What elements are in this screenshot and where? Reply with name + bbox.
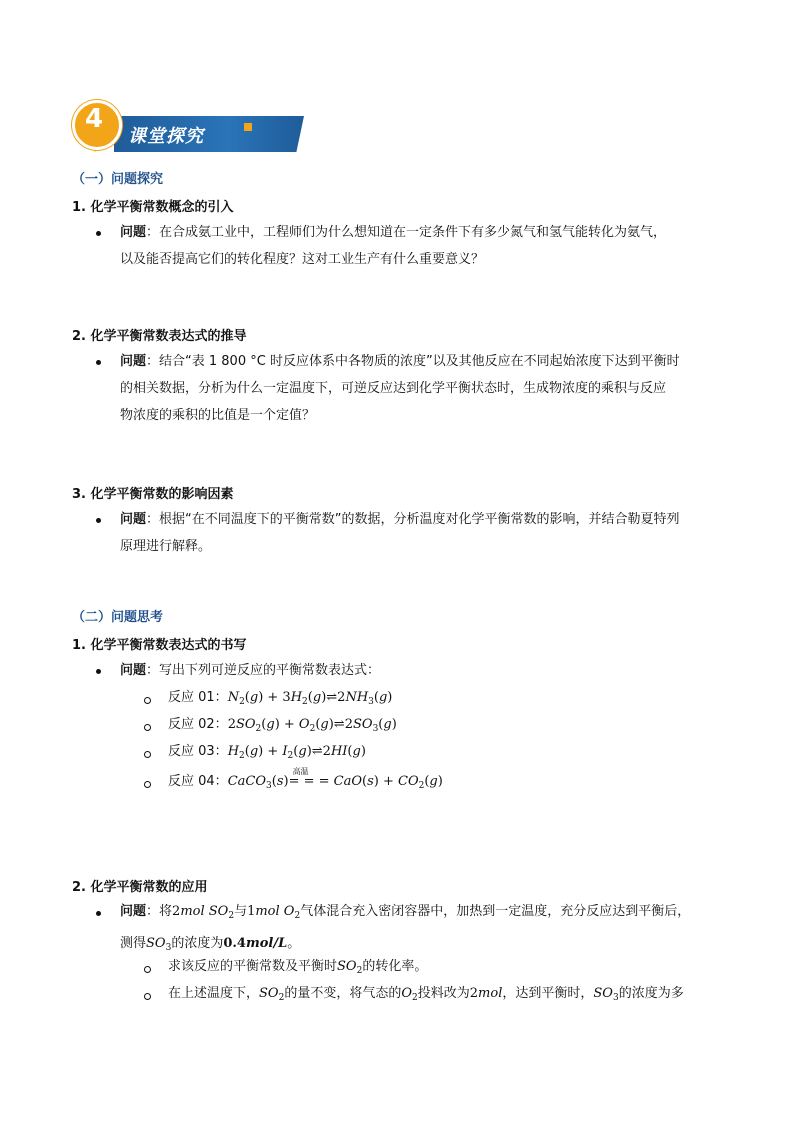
question-text: ：结合“表 1 800 °C 时反应体系中各物质的浓度”以及其他反应在不同起始浓度下达到平衡时	[146, 354, 680, 369]
reaction-01: 反应 01：$N_2(g)$ + $3H_2(g)\rightleftharpoons 2NH_3(g)$	[168, 690, 393, 707]
sub-bullet	[144, 697, 151, 704]
banner-square-decoration	[244, 123, 252, 131]
question-text: 以及能否提高它们的转化程度？这对工业生产有什么重要意义？	[120, 252, 485, 267]
reaction-03: 反应 03：$H_2(g)$ + $I_2(g)\rightleftharpoons 2HI(g)$	[168, 744, 366, 761]
question-text: 原理进行解释。	[120, 539, 212, 554]
heading-5: 2. 化学平衡常数的应用	[72, 880, 208, 895]
bullet	[96, 360, 101, 365]
bullet	[96, 669, 101, 674]
sub-question-1: 求该反应的平衡常数及平衡时$SO_2$的转化率。	[168, 959, 428, 976]
section-banner	[72, 100, 257, 156]
question-2	[120, 348, 680, 429]
reaction-02: 反应 02：$2SO_2(g)$ + $O_2(g)\rightleftharpoons 2SO_3(g)$	[168, 717, 397, 734]
reaction-condition: 高温	[292, 767, 309, 776]
sub-bullet	[144, 993, 151, 1000]
sub-bullet	[144, 751, 151, 758]
bullet	[96, 518, 101, 523]
bullet	[96, 911, 101, 916]
question-text: ：根据“在不同温度下的平衡常数”的数据，分析温度对化学平衡常数的影响，并结合勒夏特列	[146, 512, 680, 527]
question-1	[120, 219, 666, 273]
sub-bullet	[144, 781, 151, 788]
question-label: 问题	[120, 512, 147, 527]
part1-label: （一）问题探究	[72, 172, 164, 187]
question-label: 问题	[120, 663, 147, 678]
sub-question-2: 在上述温度下，$SO_2$的量不变，将气态的$O_2$投料改为2mol，达到平衡时，$SO_3$的浓度为多	[168, 986, 684, 1003]
sub-bullet	[144, 966, 151, 973]
question-text: ：在合成氨工业中，工程师们为什么想知道在一定条件下有多少氮气和氢气能转化为氨气，	[146, 225, 667, 240]
question-label: 问题	[120, 354, 147, 369]
banner-title: 课堂探究	[128, 126, 204, 147]
question-5: 问题：将2mol $SO_2$与1mol $O_2$气体混合充入密闭容器中，加热到一定温度，充分反应达到平衡后， 测得$SO_3$的浓度为0.4mol/L。	[120, 904, 691, 953]
question-4	[120, 657, 380, 684]
question-label: 问题	[120, 225, 147, 240]
bullet	[96, 231, 101, 236]
question-text: 物浓度的乘积的比值是一个定值？	[120, 408, 316, 423]
sub-bullet	[144, 724, 151, 731]
heading-3: 3. 化学平衡常数的影响因素	[72, 487, 234, 502]
question-text: ：写出下列可逆反应的平衡常数表达式：	[146, 663, 381, 678]
question-text: 的相关数据，分析为什么一定温度下，可逆反应达到化学平衡状态时，生成物浓度的乘积与反应	[120, 381, 667, 396]
question-3	[120, 506, 680, 560]
heading-4: 1. 化学平衡常数表达式的书写	[72, 638, 247, 653]
heading-2: 2. 化学平衡常数表达式的推导	[72, 329, 247, 344]
part2-label: （二）问题思考	[72, 610, 164, 625]
reaction-04: 反应 04：CaCO$_3$(s) 高温 = = = $CaO(s) + CO_2(g)$	[168, 768, 443, 800]
heading-1: 1. 化学平衡常数概念的引入	[72, 200, 234, 215]
question-label: 问题	[120, 904, 147, 919]
banner-number: 4	[84, 104, 104, 134]
